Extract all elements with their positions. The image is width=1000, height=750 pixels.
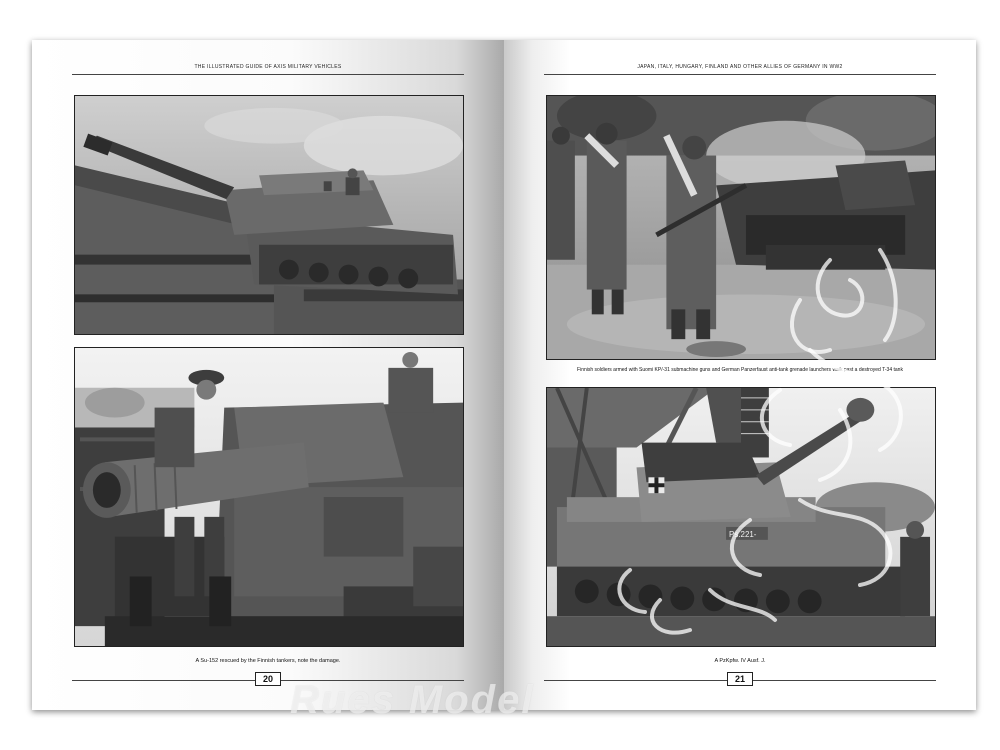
watermark-text: Rues Model xyxy=(290,678,535,722)
tank-marking: Ps.221- xyxy=(729,529,757,539)
photo-su152 xyxy=(74,347,464,647)
right-header-rule xyxy=(544,74,936,75)
photo-su152-illustration xyxy=(75,348,463,646)
left-header-rule xyxy=(72,74,464,75)
right-page-number: 21 xyxy=(727,672,753,686)
photo-kv1-illustration xyxy=(75,96,463,334)
left-caption: A Su-152 rescued by the Finnish tankers, note the damage. xyxy=(195,658,341,664)
photo-soldiers-illustration xyxy=(547,96,935,359)
left-page-number: 20 xyxy=(255,672,281,686)
right-running-head: JAPAN, ITALY, HUNGARY, FINLAND AND OTHER ALLIES OF GERMANY IN WW2 xyxy=(637,64,843,70)
photo-kv1-on-railcar xyxy=(74,95,464,335)
right-page xyxy=(504,40,976,710)
photo-finnish-soldiers-t34 xyxy=(546,95,936,360)
left-running-head: THE ILLUSTRATED GUIDE OF AXIS MILITARY VEHICLES xyxy=(194,64,342,70)
photo-pzkpfw-iv xyxy=(546,387,936,647)
left-page xyxy=(32,40,504,710)
book-spread xyxy=(32,40,976,710)
right-caption-top: Finnish soldiers armed with Suomi KP/-31 submachine guns and German Panzerfaust anti-tank grenade launchers walk past a destroyed T-34 tank xyxy=(577,367,903,373)
right-caption-bottom: A PzKpfw. IV Ausf. J. xyxy=(714,658,766,664)
photo-pziv-illustration xyxy=(547,388,935,646)
